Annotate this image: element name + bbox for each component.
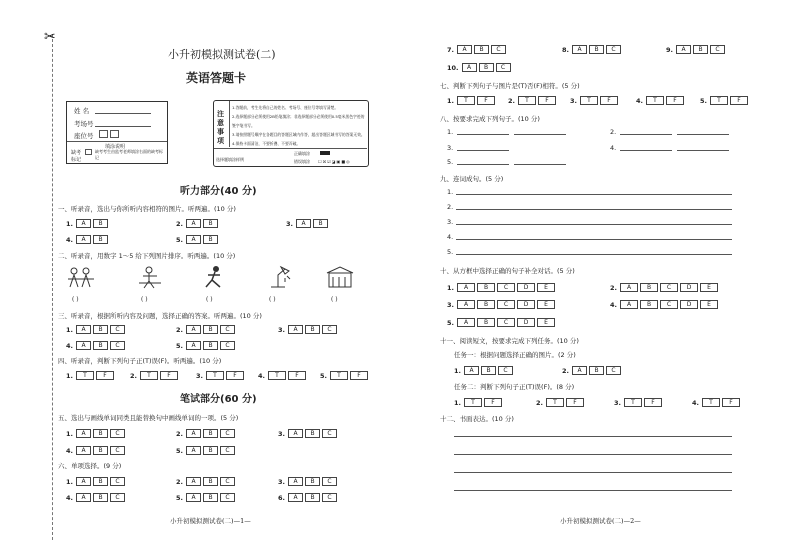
q9-answer-1[interactable] xyxy=(456,194,732,195)
q3-item-4: 4. A B C xyxy=(66,341,127,350)
q4-instruction: 四、听录音，判断下列句子正(T)误(F)。听两遍。(10 分) xyxy=(58,357,222,365)
q1-item-5: 5. A B xyxy=(176,235,220,244)
q8-answer-2a[interactable] xyxy=(620,134,672,135)
q7-item-3: 3. T F xyxy=(570,96,620,105)
q9-answer-3[interactable] xyxy=(456,224,732,225)
q12-instruction: 十二、书面表达。(10 分) xyxy=(440,415,514,423)
q6-instruction: 六、单项选择。(9 分) xyxy=(58,462,122,470)
q5-item-5: 5. A B C xyxy=(176,446,237,455)
q11-task2-item-4: 4. T F xyxy=(692,398,742,407)
q11-instruction: 十一、阅读短文，按要求完成下列任务。(10 分) xyxy=(440,337,579,345)
q11-task2: 任务二：判断下列句子正(T)误(F)。(8 分) xyxy=(454,383,575,391)
q6-item-1: 1. A B C xyxy=(66,477,127,486)
writing-heading: 笔试部分(60 分) xyxy=(180,394,257,405)
q10-item-3: 3. A B C D E xyxy=(447,300,557,309)
q9-answer-2[interactable] xyxy=(456,209,732,210)
q10-item-4: 4. A B C D E xyxy=(610,300,720,309)
q8-answer-3a[interactable] xyxy=(457,150,509,151)
q4-item-2: 2. T F xyxy=(130,371,180,380)
q8-answer-4b[interactable] xyxy=(677,150,729,151)
q1-instruction: 一、听录音，选出与你所听内容相符的图片。听两遍。(10 分) xyxy=(58,205,236,213)
q1-item-2: 2. A B xyxy=(176,219,220,228)
q9-answer-4[interactable] xyxy=(456,239,732,240)
q7-item-2: 2. T F xyxy=(508,96,558,105)
q7-instruction: 七、判断下列句子与图片是(T)否(F)相符。(5 分) xyxy=(440,82,580,90)
essay-line-2[interactable] xyxy=(454,454,732,455)
q5-item-1: 1. A B C xyxy=(66,429,127,438)
q4-item-5: 5. T F xyxy=(320,371,370,380)
name-field[interactable] xyxy=(95,113,151,114)
q8-answer-5b[interactable] xyxy=(514,164,566,165)
q6-item-10: 10. A B C xyxy=(447,63,513,72)
student-info-box: 姓 名 考场号 座位号 填涂说明 缺考标记 缺考考生由监考老师填涂右面的缺考标记 xyxy=(66,101,168,164)
q1-item-4: 4. A B xyxy=(66,235,110,244)
q6-item-3: 3. A B C xyxy=(278,477,339,486)
q11-task1-item-1: 1. A B C xyxy=(454,366,515,375)
cut-line xyxy=(52,34,53,540)
q6-item-8: 8. A B C xyxy=(562,45,623,54)
q7-item-1: 1. T F xyxy=(447,96,497,105)
page-title: 小升初模拟测试卷(二) xyxy=(168,48,276,61)
notice-box: 注意事项 1.答题前，考生先将自己的姓名、考场号、座位号等填写清楚。 2.选择题部分必须使用2B铅笔填涂；非选择题部分必须使用0.5毫米黑色字迹的签字笔书写。 3.请按照题号顺序在各题目的答题区域内作答，超出答题区域书写的答案无效。 4.保持卡面清洁，不要折叠、不要弄破。 选择题填涂样例 正确填涂 错误填涂 ☐☒☑◪▣■◎ xyxy=(213,100,369,167)
q5-item-2: 2. A B C xyxy=(176,429,237,438)
listening-heading: 听力部分(40 分) xyxy=(180,186,257,197)
q4-item-4: 4. T F xyxy=(258,371,308,380)
essay-line-1[interactable] xyxy=(454,436,732,437)
exam-no-field[interactable] xyxy=(95,126,151,127)
absent-mark-box[interactable] xyxy=(85,149,92,155)
picture-4-lamp-icon xyxy=(263,265,293,289)
q8-answer-2b[interactable] xyxy=(677,134,729,135)
essay-line-4[interactable] xyxy=(454,490,732,491)
seat-box-2[interactable] xyxy=(110,130,119,138)
q6-item-4: 4. A B C xyxy=(66,493,127,502)
footer-right: 小升初模拟测试卷(二)—2— xyxy=(560,517,641,525)
q8-instruction: 八、按要求完成下列句子。(10 分) xyxy=(440,115,540,123)
q2-instruction: 二、听录音，用数字 1～5 给下列图片排序。听两遍。(10 分) xyxy=(58,252,236,260)
picture-2-cooking-icon xyxy=(135,265,165,289)
q1-item-1: 1. A B xyxy=(66,219,110,228)
q3-item-3: 3. A B C xyxy=(278,325,339,334)
picture-3-running-icon xyxy=(200,265,230,289)
q6-item-7: 7. A B C xyxy=(447,45,508,54)
q6-item-5: 5. A B C xyxy=(176,493,237,502)
q3-item-2: 2. A B C xyxy=(176,325,237,334)
q6-item-6: 6. A B C xyxy=(278,493,339,502)
q3-item-5: 5. A B C xyxy=(176,341,237,350)
q7-item-5: 5. T F xyxy=(700,96,750,105)
q5-instruction: 五、选出与画线单词同类且能替换句中画线单词的一项。(5 分) xyxy=(58,414,239,422)
q4-item-3: 3. T F xyxy=(196,371,246,380)
footer-left: 小升初模拟测试卷(二)—1— xyxy=(170,517,251,525)
q9-instruction: 九、连词成句。(5 分) xyxy=(440,175,504,183)
q10-item-5: 5. A B C D E xyxy=(447,318,557,327)
q6-item-2: 2. A B C xyxy=(176,477,237,486)
q11-task2-item-1: 1. T F xyxy=(454,398,504,407)
picture-1-kids-icon xyxy=(66,265,96,289)
q6-item-9: 9. A B C xyxy=(666,45,727,54)
q10-instruction: 十、从方框中选择正确的句子补全对话。(5 分) xyxy=(440,267,575,275)
q4-item-1: 1. T F xyxy=(66,371,116,380)
card-title: 英语答题卡 xyxy=(186,71,247,85)
q11-task1-item-2: 2. A B C xyxy=(562,366,623,375)
seat-box-1[interactable] xyxy=(99,130,108,138)
q10-item-1: 1. A B C D E xyxy=(447,283,557,292)
q3-item-1: 1. A B C xyxy=(66,325,127,334)
q11-task1: 任务一：根据问题选择正确的图片。(2 分) xyxy=(454,351,576,359)
q8-answer-4a[interactable] xyxy=(620,150,672,151)
correct-fill-sample xyxy=(320,151,330,155)
q8-answer-1b[interactable] xyxy=(514,134,566,135)
q10-item-2: 2. A B C D E xyxy=(610,283,720,292)
picture-5-shop-icon xyxy=(325,265,355,289)
wrong-fill-samples: ☐☒☑◪▣■◎ xyxy=(318,159,351,164)
q8-answer-5a[interactable] xyxy=(457,164,509,165)
q5-item-3: 3. A B C xyxy=(278,429,339,438)
q8-answer-1a[interactable] xyxy=(457,134,509,135)
q1-item-3: 3. A B xyxy=(286,219,330,228)
q7-item-4: 4. T F xyxy=(636,96,686,105)
q11-task2-item-2: 2. T F xyxy=(536,398,586,407)
essay-line-3[interactable] xyxy=(454,472,732,473)
q9-answer-5[interactable] xyxy=(456,254,732,255)
q11-task2-item-3: 3. T F xyxy=(614,398,664,407)
q3-instruction: 三、听录音，根据所听内容及问题，选择正确的答案。听两遍。(10 分) xyxy=(58,312,262,320)
q5-item-4: 4. A B C xyxy=(66,446,127,455)
scissors-icon: ✂ xyxy=(44,29,56,45)
